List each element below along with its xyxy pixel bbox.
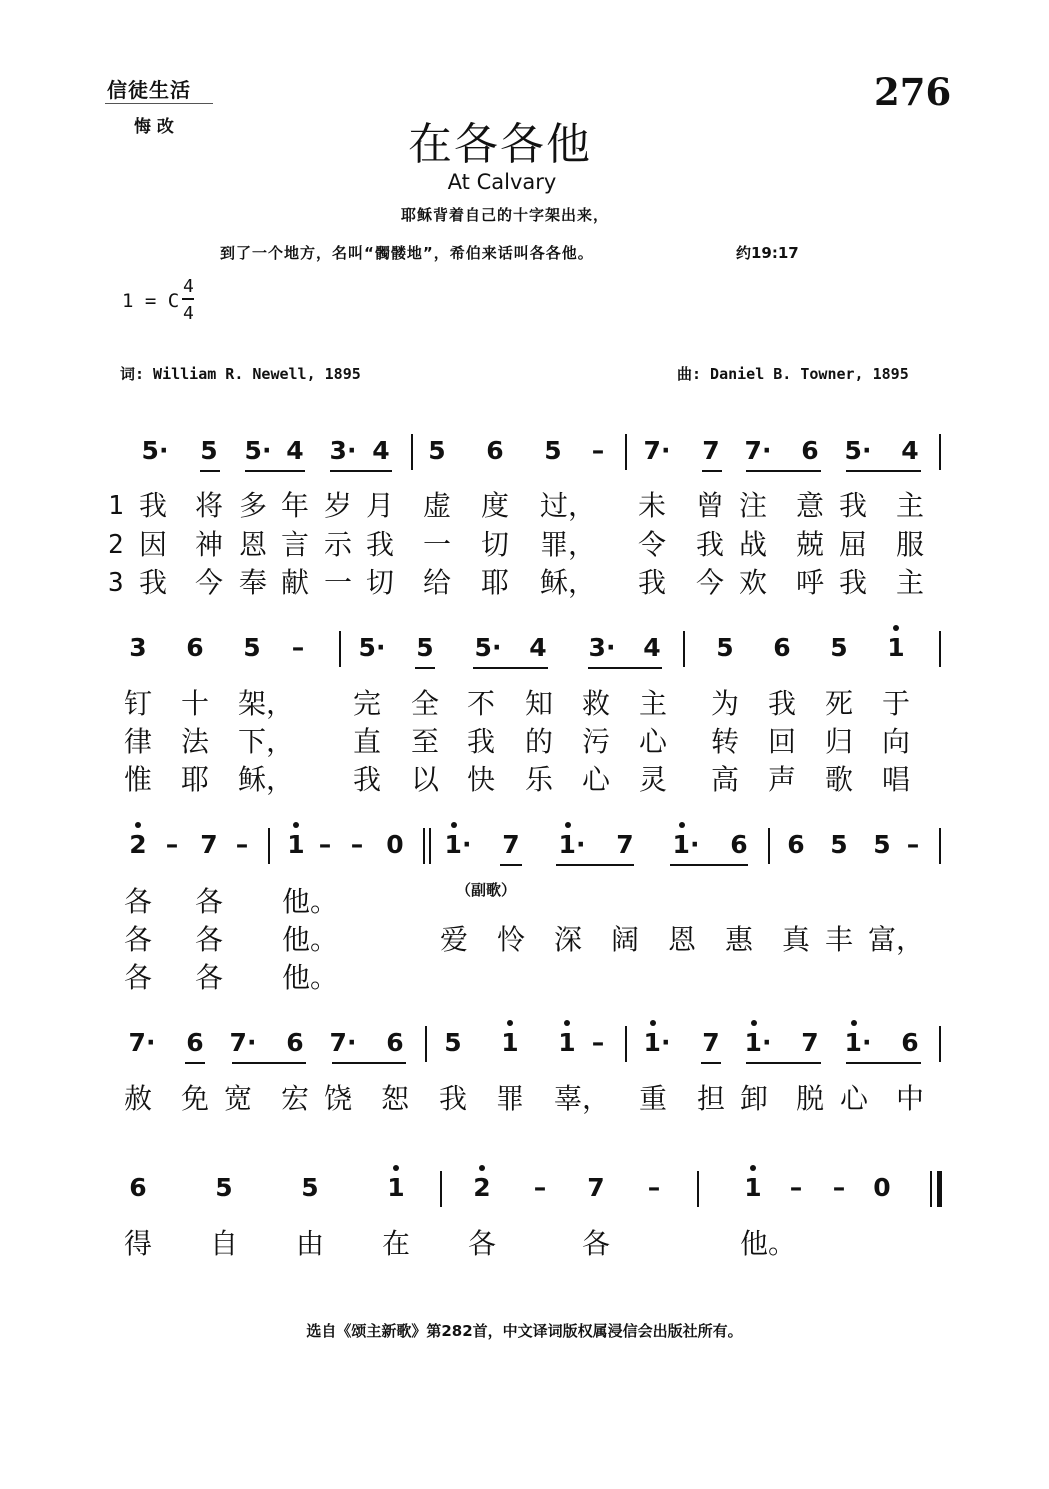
lyric: 各 — [194, 885, 223, 918]
note: – — [235, 830, 249, 859]
lyric: 由 — [295, 1227, 324, 1260]
scripture-line-2: 到了一个地方，名叫“髑髅地”，希伯来话叫各各他。 — [220, 244, 594, 262]
high-octave-dot — [679, 822, 685, 828]
note: 5 — [301, 1173, 319, 1202]
lyric: 曾 — [695, 489, 724, 522]
key-signature: 1 = C — [122, 290, 180, 312]
note: 7 — [502, 830, 520, 859]
lyric-line-3-verse-2 — [0, 922, 1049, 958]
time-signature-bottom: 4 — [183, 303, 194, 324]
lyric: 耶 — [480, 566, 509, 599]
note: 1 — [501, 1028, 519, 1057]
underline-beam — [232, 1062, 306, 1064]
lyric: 切 — [365, 566, 394, 599]
lyric: 服 — [895, 528, 924, 561]
note: 4 — [529, 633, 547, 662]
barline — [768, 828, 770, 864]
lyric: 完 — [352, 687, 381, 720]
note: 0 — [386, 830, 404, 859]
note: 1 — [387, 1173, 405, 1202]
final-barline-thick — [937, 1171, 942, 1207]
lyric: 我 — [695, 528, 724, 561]
note: 1· — [444, 830, 472, 859]
lyric: 各 — [467, 1227, 496, 1260]
barline — [625, 434, 627, 470]
lyric: 今 — [194, 566, 223, 599]
lyric-line-4 — [0, 1081, 1049, 1117]
note: 7· — [128, 1028, 156, 1057]
barline — [697, 1171, 699, 1207]
lyric: 向 — [881, 725, 910, 758]
lyric: 他。 — [281, 961, 338, 994]
lyric: 切 — [480, 528, 509, 561]
lyric: 律 — [123, 725, 152, 758]
scripture-reference: 约19:17 — [736, 244, 799, 262]
barline — [339, 631, 341, 667]
time-signature-bar — [182, 298, 194, 300]
note: 5 — [444, 1028, 462, 1057]
lyric: 歌 — [824, 763, 853, 796]
barline — [268, 828, 270, 864]
note: 2 — [129, 830, 147, 859]
verse-number: 2 — [108, 530, 124, 560]
underline-beam — [846, 1062, 921, 1064]
notation-row-2 — [0, 625, 1049, 675]
underline-beam — [245, 470, 305, 472]
high-octave-dot — [893, 625, 899, 631]
note: 4 — [286, 436, 304, 465]
lyric: 以 — [410, 763, 439, 796]
underline-beam — [670, 864, 748, 866]
note: 6 — [129, 1173, 147, 1202]
lyric: 下， — [237, 725, 294, 758]
lyric: 稣， — [237, 763, 294, 796]
high-octave-dot — [507, 1020, 513, 1026]
lyric-line-2-verse-2 — [0, 724, 1049, 760]
adaptation-label: 悔 改 — [134, 117, 174, 137]
note: 6 — [773, 633, 791, 662]
lyric: 恕 — [380, 1082, 409, 1115]
lyric: 惟 — [123, 763, 152, 796]
underline-beam — [701, 1062, 721, 1064]
underline-beam — [200, 470, 220, 472]
lyric: 至 — [410, 725, 439, 758]
high-octave-dot — [393, 1165, 399, 1171]
note: 6 — [186, 1028, 204, 1057]
lyric: 饶 — [323, 1082, 352, 1115]
barline — [939, 1026, 941, 1062]
note: 6 — [486, 436, 504, 465]
lyric: 惠 — [724, 923, 753, 956]
lyric: 的 — [524, 725, 553, 758]
high-octave-dot — [565, 822, 571, 828]
lyric: 将 — [194, 489, 223, 522]
hymn-title: 在各各他 — [408, 119, 592, 170]
lyric: 岁 — [323, 489, 352, 522]
lyric: 真 — [781, 923, 810, 956]
barline — [939, 828, 941, 864]
lyric: 声 — [767, 763, 796, 796]
lyric: 各 — [194, 961, 223, 994]
note: 6 — [901, 1028, 919, 1057]
lyric: 宽 — [223, 1082, 252, 1115]
lyric: 屈 — [838, 528, 867, 561]
lyric-line-5 — [0, 1226, 1049, 1262]
high-octave-dot — [750, 1165, 756, 1171]
lyric: 灵 — [638, 763, 667, 796]
high-octave-dot — [564, 1020, 570, 1026]
lyric: 我 — [138, 489, 167, 522]
high-octave-dot — [650, 1020, 656, 1026]
lyric: 献 — [280, 566, 309, 599]
note: 1 — [558, 1028, 576, 1057]
note: 1 — [744, 1173, 762, 1202]
lyric: 丰 — [824, 923, 853, 956]
note: – — [165, 830, 179, 859]
lyric: 主 — [895, 566, 924, 599]
note: 2 — [473, 1173, 491, 1202]
lyric: 高 — [710, 763, 739, 796]
lyric: 月 — [365, 489, 394, 522]
lyric-line-1-verse-1 — [0, 488, 1049, 524]
lyric: 各 — [123, 961, 152, 994]
lyric: 直 — [352, 725, 381, 758]
note: – — [789, 1173, 803, 1202]
lyric: 各 — [581, 1227, 610, 1260]
note: 1 — [887, 633, 905, 662]
lyric: 全 — [410, 687, 439, 720]
lyric: 兢 — [795, 528, 824, 561]
note: 7· — [643, 436, 671, 465]
barline — [440, 1171, 442, 1207]
lyric: 担 — [696, 1082, 725, 1115]
note: 5 — [243, 633, 261, 662]
note: 5 — [215, 1173, 233, 1202]
lyric: 意 — [795, 489, 824, 522]
note: 6 — [801, 436, 819, 465]
verse-number: 3 — [108, 568, 124, 598]
lyric: 法 — [180, 725, 209, 758]
note: – — [318, 830, 332, 859]
lyric: 过， — [539, 489, 596, 522]
lyric: 富， — [867, 923, 924, 956]
lyric: 注 — [738, 489, 767, 522]
lyric: 恩 — [667, 923, 696, 956]
note: – — [906, 830, 920, 859]
high-octave-dot — [293, 822, 299, 828]
note: 5 — [830, 830, 848, 859]
note: – — [291, 633, 305, 662]
lyric: 重 — [638, 1082, 667, 1115]
lyric: 免 — [180, 1082, 209, 1115]
underline-beam — [330, 470, 392, 472]
lyric: 宏 — [280, 1082, 309, 1115]
verse-number: 1 — [108, 491, 124, 521]
note: 5· — [244, 436, 272, 465]
lyric: 言 — [280, 528, 309, 561]
lyric: 他。 — [739, 1227, 796, 1260]
time-signature-top: 4 — [183, 276, 194, 297]
note: 5 — [716, 633, 734, 662]
lyric: 我 — [838, 489, 867, 522]
lyric: 卸 — [739, 1082, 768, 1115]
note: 7 — [587, 1173, 605, 1202]
final-barline-thin — [930, 1171, 932, 1207]
barline — [411, 434, 413, 470]
lyric: 污 — [581, 725, 610, 758]
hymn-subtitle: At Calvary — [447, 170, 557, 194]
lyric: 今 — [695, 566, 724, 599]
lyric: 心 — [638, 725, 667, 758]
note: 0 — [873, 1173, 891, 1202]
lyric: 各 — [123, 923, 152, 956]
lyric: 架， — [237, 687, 294, 720]
note: 5· — [474, 633, 502, 662]
lyric: 救 — [581, 687, 610, 720]
note: 5 — [830, 633, 848, 662]
lyric: 我 — [438, 1082, 467, 1115]
notation-row-3 — [0, 822, 1049, 872]
category-label: 信徒生活 — [107, 78, 191, 102]
note: 7 — [702, 1028, 720, 1057]
note: 1· — [643, 1028, 671, 1057]
lyric: 给 — [422, 566, 451, 599]
lyric: 度 — [480, 489, 509, 522]
high-octave-dot — [751, 1020, 757, 1026]
lyric: 深 — [553, 923, 582, 956]
lyric: 我 — [365, 528, 394, 561]
note: 4 — [643, 633, 661, 662]
barline — [939, 434, 941, 470]
lyric: 不 — [466, 687, 495, 720]
lyric: 神 — [194, 528, 223, 561]
high-octave-dot — [451, 822, 457, 828]
underline-beam — [588, 667, 662, 669]
note: 6 — [787, 830, 805, 859]
scripture-line-1: 耶稣背着自己的十字架出来， — [400, 206, 609, 224]
high-octave-dot — [135, 822, 141, 828]
note: 7· — [329, 1028, 357, 1057]
underline-beam — [846, 470, 921, 472]
lyric: 主 — [638, 687, 667, 720]
lyric: 奉 — [238, 566, 267, 599]
lyric: 战 — [738, 528, 767, 561]
copyright-footer: 选自《颂主新歌》第282首，中文译词版权属浸信会出版社所有。 — [306, 1322, 743, 1340]
lyric: 年 — [280, 489, 309, 522]
note: 5· — [141, 436, 169, 465]
note: 3· — [588, 633, 616, 662]
underline-beam — [746, 470, 821, 472]
note: 7· — [229, 1028, 257, 1057]
lyric: 唱 — [881, 763, 910, 796]
hymn-number: 276 — [874, 70, 952, 114]
lyric: 中 — [895, 1082, 924, 1115]
lyric: 欢 — [738, 566, 767, 599]
lyric: 归 — [824, 725, 853, 758]
lyric: 为 — [710, 687, 739, 720]
note: 3 — [129, 633, 147, 662]
underline-beam — [415, 667, 435, 669]
lyric: 阔 — [610, 923, 639, 956]
lyric: 自 — [209, 1227, 238, 1260]
lyricist-credit: 词: William R. Newell, 1895 — [120, 365, 361, 383]
lyric: 一 — [323, 566, 352, 599]
lyric: 乐 — [524, 763, 553, 796]
note: 7 — [200, 830, 218, 859]
lyric: 心 — [581, 763, 610, 796]
underline-beam — [500, 864, 522, 866]
note: 1· — [844, 1028, 872, 1057]
lyric: 快 — [466, 763, 495, 796]
lyric-line-1-verse-3 — [0, 565, 1049, 601]
note: 1· — [558, 830, 586, 859]
note: 3· — [329, 436, 357, 465]
lyric: 赦 — [123, 1082, 152, 1115]
note: 5 — [428, 436, 446, 465]
note: 6 — [186, 633, 204, 662]
lyric: 于 — [881, 687, 910, 720]
note: 5· — [844, 436, 872, 465]
lyric: 怜 — [496, 923, 525, 956]
lyric: 未 — [637, 489, 666, 522]
lyric: 得 — [123, 1227, 152, 1260]
lyric: 恩 — [238, 528, 267, 561]
lyric: 我 — [138, 566, 167, 599]
note: – — [350, 830, 364, 859]
note: 4 — [901, 436, 919, 465]
lyric: 因 — [138, 528, 167, 561]
note: 4 — [372, 436, 390, 465]
note: – — [591, 1028, 605, 1057]
lyric: 我 — [767, 687, 796, 720]
note: 5· — [358, 633, 386, 662]
barline — [683, 631, 685, 667]
lyric: 十 — [180, 687, 209, 720]
lyric: 转 — [710, 725, 739, 758]
note: – — [832, 1173, 846, 1202]
barline — [429, 828, 431, 864]
lyric: 罪， — [539, 528, 596, 561]
note: 6 — [386, 1028, 404, 1057]
lyric: 爱 — [439, 923, 468, 956]
lyric: 回 — [767, 725, 796, 758]
lyric: 知 — [524, 687, 553, 720]
note: 1· — [672, 830, 700, 859]
lyric: 一 — [422, 528, 451, 561]
high-octave-dot — [479, 1165, 485, 1171]
note: 7· — [744, 436, 772, 465]
lyric: 耶 — [180, 763, 209, 796]
lyric: 他。 — [281, 923, 338, 956]
lyric: 我 — [466, 725, 495, 758]
note: 7 — [702, 436, 720, 465]
note: – — [591, 436, 605, 465]
notation-row-5 — [0, 1165, 1049, 1215]
note: 5 — [873, 830, 891, 859]
high-octave-dot — [851, 1020, 857, 1026]
underline-beam — [556, 864, 634, 866]
lyric: 我 — [838, 566, 867, 599]
lyric-line-2-verse-1 — [0, 686, 1049, 722]
note: 1 — [287, 830, 305, 859]
note: 7 — [616, 830, 634, 859]
lyric: 多 — [238, 489, 267, 522]
refrain-label: （副歌） — [456, 881, 517, 899]
underline-beam — [185, 1062, 205, 1064]
notation-row-4 — [0, 1020, 1049, 1070]
category-divider — [105, 103, 213, 104]
notation-row-1 — [0, 428, 1049, 478]
barline — [939, 631, 941, 667]
note: 5 — [200, 436, 218, 465]
note: – — [647, 1173, 661, 1202]
lyric: 各 — [123, 885, 152, 918]
lyric: 我 — [637, 566, 666, 599]
barline — [425, 1026, 427, 1062]
note: 5 — [416, 633, 434, 662]
barline — [423, 828, 425, 864]
lyric-line-1-verse-2 — [0, 527, 1049, 563]
note: 7 — [801, 1028, 819, 1057]
lyric: 主 — [895, 489, 924, 522]
lyric: 示 — [323, 528, 352, 561]
underline-beam — [332, 1062, 406, 1064]
lyric: 辜， — [553, 1082, 610, 1115]
lyric: 各 — [194, 923, 223, 956]
note: – — [533, 1173, 547, 1202]
lyric: 罪 — [495, 1082, 524, 1115]
lyric-line-2-verse-3 — [0, 762, 1049, 798]
note: 6 — [730, 830, 748, 859]
lyric: 呼 — [795, 566, 824, 599]
lyric: 令 — [637, 528, 666, 561]
note: 1· — [744, 1028, 772, 1057]
composer-credit: 曲: Daniel B. Towner, 1895 — [677, 365, 909, 383]
underline-beam — [702, 470, 722, 472]
lyric: 心 — [839, 1082, 868, 1115]
lyric: 他。 — [281, 885, 338, 918]
lyric: 死 — [824, 687, 853, 720]
lyric: 虚 — [422, 489, 451, 522]
underline-beam — [473, 667, 548, 669]
lyric-line-3-verse-3 — [0, 960, 1049, 996]
note: 5 — [544, 436, 562, 465]
lyric: 在 — [381, 1227, 410, 1260]
lyric: 脱 — [795, 1082, 824, 1115]
lyric: 稣， — [539, 566, 596, 599]
barline — [625, 1026, 627, 1062]
underline-beam — [746, 1062, 821, 1064]
lyric: 我 — [352, 763, 381, 796]
lyric-line-3-verse-1 — [0, 884, 1049, 920]
note: 6 — [286, 1028, 304, 1057]
lyric: 钉 — [123, 687, 152, 720]
